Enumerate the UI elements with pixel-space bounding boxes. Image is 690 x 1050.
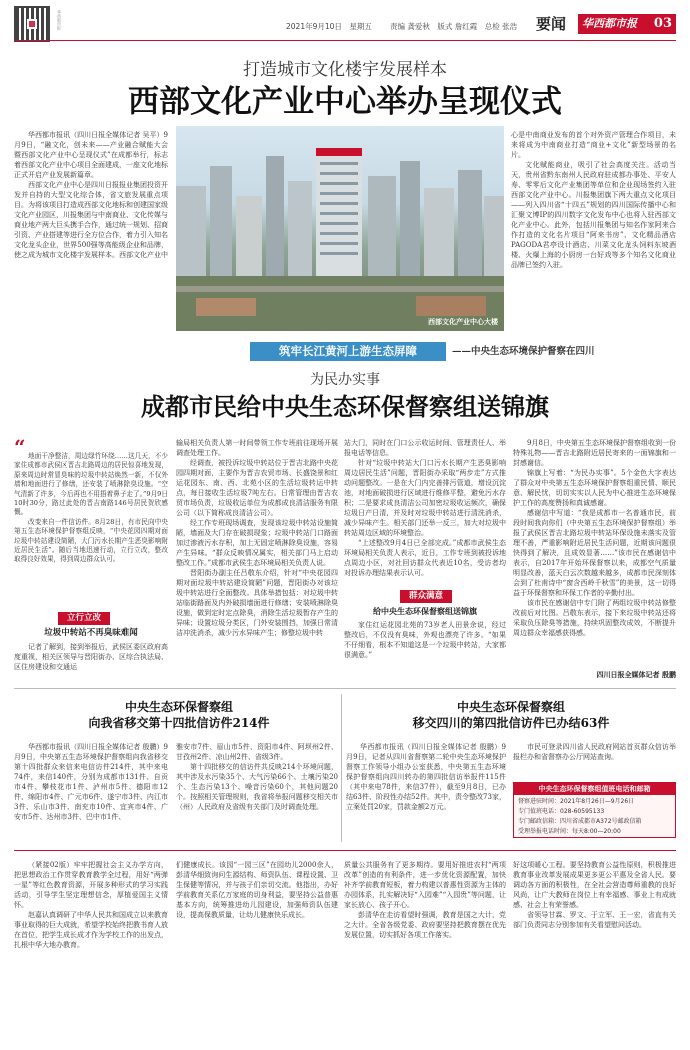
story2-col4 [513, 438, 676, 668]
building-photo [176, 126, 504, 331]
section-label: 要闻 [536, 15, 567, 33]
story2-col1-text: 记者了解到，接到举报后，武侯区委区政府高度重视，相关区领导与晋阳街办、区综合执法局、区住房建设和交通运 [14, 643, 168, 671]
hotline-line-4: 受理举报电话时间：每天8:00—20:00 [518, 828, 621, 835]
header-rule [14, 40, 676, 41]
tag-prompt-fix [58, 612, 110, 625]
story3-col1 [14, 742, 168, 838]
story2-col1-tail [14, 642, 168, 682]
hotline-box-title: 中央生态环保督察组值班电话和邮箱 [514, 783, 675, 795]
bottom-col1 [14, 860, 168, 1040]
qr-code [14, 6, 50, 42]
story2-c4b: 锦旗上写着：“为民办实事”。5个金色大字表达了群众对中央第五生态环境保护督察组重民情、顺民意、解民忧，切切实实以人民为中心推进生态环境保护工作的高度赞扬和真诚感谢。 [513, 469, 676, 507]
city-skyline-graphic [176, 126, 504, 331]
bottom-c2: 们健康成长。该园“一园三区”在园幼儿2000余人，彭清华细致询问生源结构、师资队伍、课程设置、卫生保健等情况，并与孩子们亲切交流。他指出，办好学前教育关系亿万家庭的切身利益，要坚持公益普惠基本方向，统筹推进幼儿园建设，加强师资队伍建设，提高保教质量，让幼儿健康快乐成长。 [176, 861, 338, 919]
story2-kicker: 为民办实事 [310, 372, 380, 388]
story2-col3 [344, 438, 506, 586]
bottom-col4 [513, 860, 676, 1040]
tag-satisfied [400, 590, 452, 603]
divider-vertical [341, 694, 342, 842]
story4-kicker: 中央生态环保督察组 [456, 700, 565, 714]
bottom-c1: （紧接02版）牢牢把握社会主义办学方向，把思想政治工作贯穿教育教学全过程，用好“两弹一星”等红色教育资源，开展多种形式的学习实践活动，引导学生坚定理想信念，厚植爱国主义情怀。 [14, 861, 168, 909]
quote-mark-icon: “ [14, 435, 26, 459]
bottom-c3b: 彭清华在走访看望时强调，教育是国之大计、党之大计。全省各级党委、政府要坚持把教育摆在优先发展位置，切实抓好各项工作落实。 [344, 911, 506, 939]
story4-col1 [346, 742, 506, 838]
story2-c3c: “上述整改9月4日已全部完成。”成都市武侯生态环境局相关负责人表示，近日，工作专班到被投诉地点周边小区，对社回访群众代表近10名，受访者均对投诉办理结果表示认可。 [344, 539, 506, 577]
bottom-c1b: 赵嘉认真调研了中华人民共和国成立以来教育事业取得的巨大成就，希望学校始终把教书育人放在首位，把学生成长成才作为学校工作的出发点，扎根中华大地办教育。 [14, 911, 168, 949]
qr-caption: 华西都市报 [57, 10, 62, 30]
story2-intro-box [14, 435, 168, 606]
story2-c4c: 感谢信中写道：“我是成都市一名普通市民，前段时间我向你们（中央第五生态环境保护督察组）举报了武侯区晋吉北路垃圾中转站环保设施未落实及管理不善，严重影响附近居民生活问题，近期该问题很快得到了解决，且成效显著……”该市民在感谢信中表示，自2017年开始环保督察以来，成都空气质量明显改善，蓝天白云次数越来越多，成都市民深刻体会到了杜甫诗中“窗含西岭千秋雪”的美景，这一切得益于环保督察和环保工作者的辛勤付出。 [513, 509, 676, 597]
story3-c2b: 第十四批移交的信访件共反映214个环境问题，其中涉及水污染35个、大气污染66个、土壤污染20个、生态污染13个、噪音污染60个，其他问题20个。按照相关管理规则，我省将举报问题移交相关市（州）人民政府及省级有关部门及时调查处理。 [176, 763, 338, 811]
story2-intro2: 改变来自一件信访件。8月28日，有市民向中央第五生态环境保护督察组反映，“中央花园四期对面垃圾中转站建设简陋，大门污水长期产生恶臭影响附近居民生活”。随后当地迅速行动，立行立改，整改取得良好效果，得到周边群众认可。 [14, 517, 168, 564]
hotline-box [513, 782, 676, 838]
divider-bottom [14, 850, 676, 851]
story2-intro: 地面干净整洁，周边绿竹环绕……这几天，不少家住成都市武侯区晋吉北路周边的居民惊喜地发现，原来周边时常冒臭味的垃圾中转站焕然一新，不仅外墙和地面进行了修缮，还安装了喷淋除臭设施。“空气清新了许多，今后再也不用捂着鼻子走了。”9月9日10时30分，路过此处的晋吉南路146号居民贺欣感慨。 [14, 452, 168, 517]
hotline-line-1: 督察进驻时间：2021年8月26日—9月26日 [518, 798, 635, 805]
story2-byline: 四川日报全媒体记者 殷鹏 [596, 670, 676, 679]
masthead [578, 14, 676, 34]
story4-c2: 市民可登录四川省人民政府网站首页群众信访举报栏办和省督察办公厅网站查询。 [513, 743, 676, 761]
story3-col2 [176, 742, 338, 838]
story1-para3: 心是中南商业发布的首个对外资产管理合作项目，未来将成为中南商业打造“商业+文化”新型场景的名片。 [511, 131, 676, 159]
story1-lead: 华西都市报讯（四川日报全媒体记者 吴平）9月9日，“融文化，创未来——产业融合赋能大会暨西部文化产业中心呈现仪式”在成都举行，标志着西部文化产业中心项目全面建成，一座文化地标正式开启产业发展新篇章。 [14, 131, 168, 179]
paper-name: 华西都市报 [582, 17, 637, 30]
story4-headline: 移交四川的第四批信访件已办结63件 [412, 716, 610, 730]
story2-c4d: 该市民在感谢信中专门附了两组垃圾中转站修整改前后对比图。吕敬东表示，接下来垃圾中转站还将采取负压除臭等措施，持续巩固整改成效，不断提升周边群众幸福感获得感。 [513, 599, 676, 637]
story2-headline: 成都市民给中央生态环保督察组送锦旗 [141, 392, 549, 421]
tag-prompt-fix-label: 立行立改 [66, 613, 101, 623]
date-line: 2021年9月10日 星期五 [286, 22, 372, 31]
story1-col3 [511, 130, 676, 335]
page-number: 03 [653, 16, 672, 31]
story2-c2: 输局相关负责人第一时间带领工作专班前往现场开展调查处理工作。 [176, 439, 338, 457]
story2-col2 [176, 438, 338, 682]
story2-col3-tail [344, 620, 506, 682]
story1-para2: 西部文化产业中心是四川日报报业集团投资开发并自持的大型文化综合体，省文旅发展重点项目。为将该项目打造成西部文化地标和创建国家级文化产业园区，川报集团与中南商业、文化传媒与商业地产两大巨头携手合作，通过统一规划、招商引资、产业搭建等进行全方位合作，着力引入知名文化龙头企业，世界500强等高能级企业和品牌，使之成为城市文化楼宇发展样本。西部文化产业中 [14, 181, 168, 259]
tag-prompt-fix-title: 垃圾中转站不再臭味难闻 [44, 628, 138, 638]
editor-line: 责编 龚爱秋 版式 詹红霞 总检 张浩 [390, 22, 518, 31]
photo-caption: 西部文化产业中心大楼 [428, 318, 498, 326]
story3-kicker: 中央生态环保督察组 [124, 700, 233, 714]
hotline-line-3: 专门邮政信箱：四川省成都市A372号邮政信箱 [518, 818, 642, 825]
story3-c2: 雅安市7件、眉山市5件、资阳市4件、阿坝州2件、甘孜州2件、凉山州2件、省级3件。 [176, 743, 338, 761]
story3-headline: 向我省移交第十四批信访件214件 [88, 716, 270, 730]
story1-headline: 西部文化产业中心举办呈现仪式 [128, 84, 562, 120]
story4-col2 [513, 742, 676, 778]
bottom-c3: 质量公共服务有了更多期待。要用好推进农村“两项改革”创造的有利条件，进一步优化资源配置，加快补齐学前教育短板，着力构建以普惠性资源为主体的办园体系，扎实解决好“入园难”“入园贵”等问题，让家长放心、孩子开心。 [344, 861, 506, 909]
bottom-c4b: 省领导甘霖、罗文、于立军、王一宏，省直有关部门负责同志分别参加有关看望慰问活动。 [513, 911, 676, 929]
story2-c2d: 晋阳街办副主任吕敬东介绍，针对“中央花园四期对面垃圾中转站建设简陋”问题，晋阳街办对该垃圾中转站进行全面整改。具体举措包括：对垃圾中转站临街路面及内外破损墙面进行修缮；安装喷淋除臭设施，做到定时定点除臭，消除生活垃圾暂存产生的异味；设置垃圾分类区，门外安装围挡，加强日常清洁冲洗消杀，减少污水异味产生；修整垃圾中转 [176, 569, 338, 637]
story2-c3d: 家住红运花园北苑的73岁老人田景余说，经过整改后，不仅没有臭味，外观也漂亮了许多。“如果不仔细看，根本不知道这是一个垃圾中转站，大家都很满意。” [344, 621, 506, 659]
story1-kicker: 打造城市文化楼宇发展样本 [243, 60, 447, 80]
bottom-col2 [176, 860, 338, 1040]
story2-c2b: 经调查，被投诉垃圾中转站位于晋吉北路中央花园四期对面，主要作为晋吉农贸市场、长盛饶景和红运花园东、南、西、北苑小区的生活垃圾转运中转点，每日接收生活垃圾7吨左右。日常管理由晋吉农贸市场负责，垃圾收运单位为成都成良清洁服务有限公司（以下简称成良清洁公司）。 [176, 459, 338, 517]
tag-satisfied-label: 群众满意 [408, 591, 443, 601]
story2-c3: 站大门，同时在门口公示收运时间、管理责任人、举报电话等信息。 [344, 439, 506, 457]
story3-c1: 华西都市报讯（四川日报全媒体记者 殷鹏）9月9日，中央第五生态环境保护督察组向我省移交第十四批群众来信来电信访件214件，其中来电74件，来信140件，分别为成都市131件、自贡市4件、攀枝花市1件、泸州市5件、德阳市12件、绵阳市4件、广元市6件、遂宁市3件、内江市3件、乐山市3件、南充市10件、宜宾市4件、广安市5件、达州市3件、巴中市1件、 [14, 743, 168, 821]
banner-title: 筑牢长江黄河上游生态屏障 [279, 344, 417, 358]
bottom-c4: 好这项暖心工程。要坚持教育公益性原则，积极推进教育事业改革发展成果更多更公平惠及全省人民。要调动各方面的积极性，在全社会营造尊师重教的良好风尚，让广大教师在岗位上有幸福感、事业上有成就感、社会上有荣誉感。 [513, 861, 676, 909]
banner-bar [250, 342, 446, 361]
story2-c2c: 经工作专班现场调查，发现该垃圾中转站设施简陋，墙面及大门存在破损现象；垃圾中转站门口路面加过渗液污水存积，加上无固定喷淋除臭设施，容易产生异味。“群众反映情况属实，相关部门马上启动整改工作。”成都市武侯生态环境局相关负责人说。 [176, 519, 338, 567]
bottom-col3 [344, 860, 506, 1040]
banner-subtitle: ——中央生态环境保护督察在四川 [452, 346, 595, 357]
story4-c1: 华西都市报讯（四川日报全媒体记者 殷鹏）9月9日，记者从四川省督察第二轮中央生态环境保护督察工作领导小组办公室获悉，中央第五生态环境保护督察组向四川转办的第四批信访举报件115件（其中来电78件，来信37件），截至9月8日，已办结63件、阶段性办结52件。其中，责令整改73家，立案处罚20家，罚款金额2万元。 [346, 743, 506, 811]
story2-c3b: 针对“垃圾中转站大门口污水长期产生恶臭影响周边居民生活”问题，晋阳街办采取“两步走”方式推动问题整改。一是在大门内完善排污管道，增设沉淀池，对地面破损进行区域进行维修平整，避免污水存积；二是要求成良清洁公司加密垃圾收运频次，确保垃圾日产日清，并及时对垃圾中转站进行清洗消杀，减少异味产生。相关部门还举一反三，加大对垃圾中转站周边区域的环境整治。 [344, 459, 506, 537]
divider-mid [14, 688, 676, 689]
story1-para4: 文化赋能商业，吸引了社会高度关注。活动当天，贵州省黔东南州人民政府驻成都办事处、平安人寿、零零后文化产业集团等单位和企业现场签约入驻西部文化产业中心。川报集团旗下两大重点文化项目——列入四川省“十四五”规划的四川国际传播中心和汇聚文博IP的四川数字文化发布中心也将入驻西部文化产业中心。此外，包括川报集团与知名作家阿来合作打造的文化名片项目“阿来书房”、文化精品酒店PAGODA君亭设计酒店、川菜文化龙头饲料东坡酒楼、火爆上海的小厨房一台好戏等多个知名文化商业品牌已签约入驻。 [511, 161, 676, 269]
hotline-line-2: 专门值班电话：028-60595133 [518, 808, 605, 815]
tag-satisfied-title: 给中央生态环保督察组送锦旗 [373, 607, 477, 616]
story2-c4: 9月8日，中央第五生态环境保护督察组收到一份特殊礼物——晋吉北路附近居民寄来的一面锦旗和一封感谢信。 [513, 439, 676, 467]
story1-col1 [14, 130, 168, 335]
